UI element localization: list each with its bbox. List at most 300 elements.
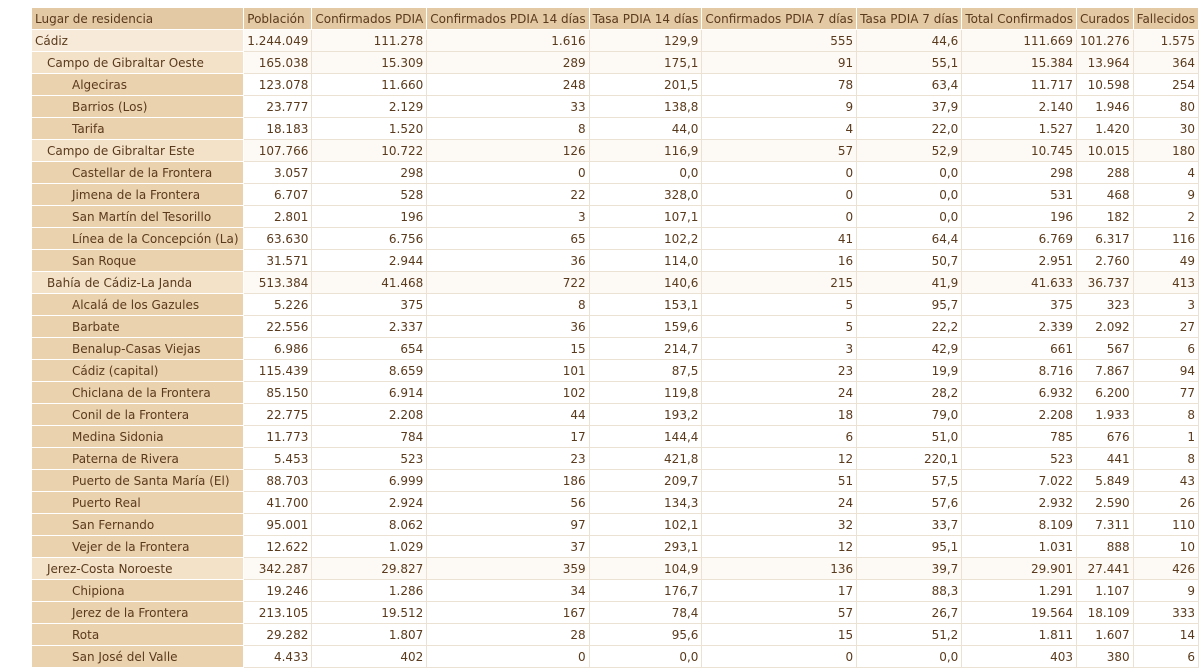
value-cell: 196 [962, 206, 1077, 228]
value-cell: 6.707 [244, 184, 312, 206]
value-cell: 55,1 [857, 52, 962, 74]
table-row [32, 206, 1199, 228]
value-cell: 17 [702, 580, 857, 602]
value-cell: 101 [427, 360, 589, 382]
value-cell: 2.932 [962, 492, 1077, 514]
table-row [32, 96, 1199, 118]
table-row [32, 360, 1199, 382]
value-cell: 95,1 [857, 536, 962, 558]
value-cell: 19.246 [244, 580, 312, 602]
value-cell: 1.031 [962, 536, 1077, 558]
value-cell: 22 [427, 184, 589, 206]
value-cell: 6.317 [1077, 228, 1134, 250]
value-cell: 201,5 [589, 74, 702, 96]
value-cell: 4 [702, 118, 857, 140]
value-cell: 41.633 [962, 272, 1077, 294]
table-row [32, 558, 1199, 580]
value-cell: 95,7 [857, 294, 962, 316]
value-cell: 555 [702, 30, 857, 52]
value-cell: 3 [1133, 294, 1198, 316]
value-cell: 8.062 [312, 514, 427, 536]
value-cell: 1.520 [312, 118, 427, 140]
place-name-cell: Alcalá de los Gazules [32, 294, 244, 316]
value-cell: 22.556 [244, 316, 312, 338]
value-cell: 1.291 [962, 580, 1077, 602]
value-cell: 36 [427, 316, 589, 338]
value-cell: 1.029 [312, 536, 427, 558]
value-cell: 114,0 [589, 250, 702, 272]
value-cell: 36 [427, 250, 589, 272]
value-cell: 3 [427, 206, 589, 228]
table-row [32, 228, 1199, 250]
value-cell: 213.105 [244, 602, 312, 624]
table-row [32, 338, 1199, 360]
value-cell: 50,7 [857, 250, 962, 272]
value-cell: 43 [1133, 470, 1198, 492]
value-cell: 528 [312, 184, 427, 206]
value-cell: 523 [312, 448, 427, 470]
value-cell: 51,2 [857, 624, 962, 646]
place-name-cell: San José del Valle [32, 646, 244, 668]
header-fallecidos: Fallecidos [1133, 8, 1198, 30]
value-cell: 3.057 [244, 162, 312, 184]
value-cell: 42,9 [857, 338, 962, 360]
value-cell: 88,3 [857, 580, 962, 602]
value-cell: 119,8 [589, 382, 702, 404]
value-cell: 8.109 [962, 514, 1077, 536]
header-poblacion: Población [244, 8, 312, 30]
value-cell: 364 [1133, 52, 1198, 74]
value-cell: 2 [1133, 206, 1198, 228]
covid-data-table [31, 7, 1199, 668]
value-cell: 19.564 [962, 602, 1077, 624]
value-cell: 5.453 [244, 448, 312, 470]
value-cell: 468 [1077, 184, 1134, 206]
value-cell: 6.999 [312, 470, 427, 492]
value-cell: 41,9 [857, 272, 962, 294]
value-cell: 28 [427, 624, 589, 646]
value-cell: 0,0 [857, 184, 962, 206]
value-cell: 654 [312, 338, 427, 360]
value-cell: 1.933 [1077, 404, 1134, 426]
value-cell: 102 [427, 382, 589, 404]
value-cell: 9 [1133, 184, 1198, 206]
value-cell: 7.022 [962, 470, 1077, 492]
value-cell: 10 [1133, 536, 1198, 558]
value-cell: 107,1 [589, 206, 702, 228]
place-name-cell: Puerto de Santa María (El) [32, 470, 244, 492]
value-cell: 413 [1133, 272, 1198, 294]
value-cell: 22,0 [857, 118, 962, 140]
value-cell: 57 [702, 602, 857, 624]
value-cell: 12 [702, 448, 857, 470]
value-cell: 567 [1077, 338, 1134, 360]
value-cell: 784 [312, 426, 427, 448]
value-cell: 138,8 [589, 96, 702, 118]
value-cell: 1.420 [1077, 118, 1134, 140]
value-cell: 6.914 [312, 382, 427, 404]
value-cell: 22.775 [244, 404, 312, 426]
value-cell: 51 [702, 470, 857, 492]
value-cell: 88.703 [244, 470, 312, 492]
value-cell: 342.287 [244, 558, 312, 580]
value-cell: 1.811 [962, 624, 1077, 646]
table-row [32, 250, 1199, 272]
value-cell: 95.001 [244, 514, 312, 536]
value-cell: 19.512 [312, 602, 427, 624]
value-cell: 37,9 [857, 96, 962, 118]
value-cell: 2.208 [962, 404, 1077, 426]
value-cell: 64,4 [857, 228, 962, 250]
value-cell: 676 [1077, 426, 1134, 448]
value-cell: 2.924 [312, 492, 427, 514]
value-cell: 888 [1077, 536, 1134, 558]
value-cell: 722 [427, 272, 589, 294]
value-cell: 8.716 [962, 360, 1077, 382]
value-cell: 333 [1133, 602, 1198, 624]
value-cell: 3 [702, 338, 857, 360]
value-cell: 254 [1133, 74, 1198, 96]
place-name-cell: Jerez-Costa Noroeste [32, 558, 244, 580]
table-row [32, 426, 1199, 448]
value-cell: 51,0 [857, 426, 962, 448]
value-cell: 28,2 [857, 382, 962, 404]
value-cell: 1.286 [312, 580, 427, 602]
table-body [32, 30, 1199, 668]
value-cell: 186 [427, 470, 589, 492]
value-cell: 12 [702, 536, 857, 558]
value-cell: 49 [1133, 250, 1198, 272]
value-cell: 41.468 [312, 272, 427, 294]
value-cell: 2.951 [962, 250, 1077, 272]
value-cell: 44 [427, 404, 589, 426]
value-cell: 18.183 [244, 118, 312, 140]
value-cell: 116,9 [589, 140, 702, 162]
value-cell: 15 [427, 338, 589, 360]
value-cell: 15.309 [312, 52, 427, 74]
value-cell: 78,4 [589, 602, 702, 624]
value-cell: 26 [1133, 492, 1198, 514]
value-cell: 107.766 [244, 140, 312, 162]
value-cell: 27.441 [1077, 558, 1134, 580]
value-cell: 8 [427, 294, 589, 316]
place-name-cell: Paterna de Rivera [32, 448, 244, 470]
value-cell: 328,0 [589, 184, 702, 206]
place-name-cell: Puerto Real [32, 492, 244, 514]
value-cell: 56 [427, 492, 589, 514]
value-cell: 23 [427, 448, 589, 470]
value-cell: 57,5 [857, 470, 962, 492]
place-name-cell: Medina Sidonia [32, 426, 244, 448]
value-cell: 34 [427, 580, 589, 602]
value-cell: 23 [702, 360, 857, 382]
value-cell: 95,6 [589, 624, 702, 646]
value-cell: 298 [312, 162, 427, 184]
value-cell: 27 [1133, 316, 1198, 338]
header-total-confirmados: Total Confirmados [962, 8, 1077, 30]
place-name-cell: Cádiz [32, 30, 244, 52]
place-name-cell: San Roque [32, 250, 244, 272]
value-cell: 176,7 [589, 580, 702, 602]
header-confirmados-pdia: Confirmados PDIA [312, 8, 427, 30]
place-name-cell: Conil de la Frontera [32, 404, 244, 426]
value-cell: 2.140 [962, 96, 1077, 118]
value-cell: 2.590 [1077, 492, 1134, 514]
value-cell: 1.244.049 [244, 30, 312, 52]
value-cell: 214,7 [589, 338, 702, 360]
value-cell: 289 [427, 52, 589, 74]
value-cell: 29.827 [312, 558, 427, 580]
table-row [32, 118, 1199, 140]
value-cell: 30 [1133, 118, 1198, 140]
table-row [32, 624, 1199, 646]
header-curados: Curados [1077, 8, 1134, 30]
value-cell: 1.527 [962, 118, 1077, 140]
table-row [32, 184, 1199, 206]
value-cell: 531 [962, 184, 1077, 206]
value-cell: 1 [1133, 426, 1198, 448]
table-row [32, 162, 1199, 184]
value-cell: 2.208 [312, 404, 427, 426]
value-cell: 77 [1133, 382, 1198, 404]
header-confirmados-pdia-7: Confirmados PDIA 7 días [702, 8, 857, 30]
value-cell: 513.384 [244, 272, 312, 294]
value-cell: 134,3 [589, 492, 702, 514]
value-cell: 2.760 [1077, 250, 1134, 272]
value-cell: 18 [702, 404, 857, 426]
value-cell: 11.773 [244, 426, 312, 448]
value-cell: 2.337 [312, 316, 427, 338]
value-cell: 52,9 [857, 140, 962, 162]
table-row [32, 646, 1199, 668]
header-tasa-pdia-14: Tasa PDIA 14 días [589, 8, 702, 30]
value-cell: 0 [427, 646, 589, 668]
value-cell: 104,9 [589, 558, 702, 580]
data-table-container [31, 7, 1199, 668]
value-cell: 9 [1133, 580, 1198, 602]
value-cell: 375 [962, 294, 1077, 316]
table-row [32, 448, 1199, 470]
value-cell: 22,2 [857, 316, 962, 338]
value-cell: 85.150 [244, 382, 312, 404]
place-name-cell: Castellar de la Frontera [32, 162, 244, 184]
value-cell: 4.433 [244, 646, 312, 668]
value-cell: 8 [427, 118, 589, 140]
value-cell: 6.200 [1077, 382, 1134, 404]
value-cell: 167 [427, 602, 589, 624]
value-cell: 11.717 [962, 74, 1077, 96]
value-cell: 1.946 [1077, 96, 1134, 118]
value-cell: 140,6 [589, 272, 702, 294]
table-row [32, 382, 1199, 404]
place-name-cell: Jerez de la Frontera [32, 602, 244, 624]
value-cell: 2.801 [244, 206, 312, 228]
place-name-cell: Rota [32, 624, 244, 646]
value-cell: 0,0 [589, 162, 702, 184]
table-row [32, 316, 1199, 338]
value-cell: 41 [702, 228, 857, 250]
value-cell: 23.777 [244, 96, 312, 118]
place-name-cell: San Martín del Tesorillo [32, 206, 244, 228]
value-cell: 6 [702, 426, 857, 448]
value-cell: 63.630 [244, 228, 312, 250]
value-cell: 403 [962, 646, 1077, 668]
place-name-cell: Cádiz (capital) [32, 360, 244, 382]
value-cell: 1.807 [312, 624, 427, 646]
table-row [32, 404, 1199, 426]
value-cell: 182 [1077, 206, 1134, 228]
value-cell: 380 [1077, 646, 1134, 668]
value-cell: 5.226 [244, 294, 312, 316]
value-cell: 123.078 [244, 74, 312, 96]
value-cell: 1.107 [1077, 580, 1134, 602]
value-cell: 785 [962, 426, 1077, 448]
value-cell: 441 [1077, 448, 1134, 470]
value-cell: 293,1 [589, 536, 702, 558]
value-cell: 87,5 [589, 360, 702, 382]
value-cell: 26,7 [857, 602, 962, 624]
value-cell: 79,0 [857, 404, 962, 426]
place-name-cell: Barbate [32, 316, 244, 338]
value-cell: 6 [1133, 646, 1198, 668]
table-row [32, 602, 1199, 624]
table-row [32, 294, 1199, 316]
value-cell: 288 [1077, 162, 1134, 184]
place-name-cell: Tarifa [32, 118, 244, 140]
value-cell: 39,7 [857, 558, 962, 580]
header-row [32, 8, 1199, 30]
value-cell: 159,6 [589, 316, 702, 338]
value-cell: 248 [427, 74, 589, 96]
value-cell: 13.964 [1077, 52, 1134, 74]
value-cell: 6 [1133, 338, 1198, 360]
value-cell: 44,6 [857, 30, 962, 52]
header-confirmados-pdia-14: Confirmados PDIA 14 días [427, 8, 589, 30]
value-cell: 426 [1133, 558, 1198, 580]
value-cell: 29.901 [962, 558, 1077, 580]
value-cell: 129,9 [589, 30, 702, 52]
value-cell: 4 [1133, 162, 1198, 184]
table-row [32, 74, 1199, 96]
value-cell: 10.745 [962, 140, 1077, 162]
value-cell: 57,6 [857, 492, 962, 514]
table-row [32, 30, 1199, 52]
value-cell: 57 [702, 140, 857, 162]
value-cell: 8.659 [312, 360, 427, 382]
value-cell: 80 [1133, 96, 1198, 118]
value-cell: 78 [702, 74, 857, 96]
value-cell: 44,0 [589, 118, 702, 140]
header-lugar: Lugar de residencia [32, 8, 244, 30]
value-cell: 8 [1133, 448, 1198, 470]
value-cell: 33 [427, 96, 589, 118]
value-cell: 196 [312, 206, 427, 228]
place-name-cell: Campo de Gibraltar Oeste [32, 52, 244, 74]
value-cell: 17 [427, 426, 589, 448]
value-cell: 0 [702, 646, 857, 668]
value-cell: 19,9 [857, 360, 962, 382]
table-row [32, 580, 1199, 602]
value-cell: 2.129 [312, 96, 427, 118]
value-cell: 298 [962, 162, 1077, 184]
value-cell: 15 [702, 624, 857, 646]
table-row [32, 492, 1199, 514]
value-cell: 111.278 [312, 30, 427, 52]
value-cell: 65 [427, 228, 589, 250]
value-cell: 193,2 [589, 404, 702, 426]
place-name-cell: Vejer de la Frontera [32, 536, 244, 558]
value-cell: 115.439 [244, 360, 312, 382]
table-row [32, 140, 1199, 162]
place-name-cell: Chiclana de la Frontera [32, 382, 244, 404]
value-cell: 2.339 [962, 316, 1077, 338]
value-cell: 63,4 [857, 74, 962, 96]
place-name-cell: Benalup-Casas Viejas [32, 338, 244, 360]
value-cell: 209,7 [589, 470, 702, 492]
value-cell: 116 [1133, 228, 1198, 250]
value-cell: 5.849 [1077, 470, 1134, 492]
value-cell: 0 [702, 206, 857, 228]
value-cell: 165.038 [244, 52, 312, 74]
place-name-cell: Campo de Gibraltar Este [32, 140, 244, 162]
value-cell: 37 [427, 536, 589, 558]
value-cell: 29.282 [244, 624, 312, 646]
value-cell: 97 [427, 514, 589, 536]
value-cell: 18.109 [1077, 602, 1134, 624]
value-cell: 12.622 [244, 536, 312, 558]
value-cell: 14 [1133, 624, 1198, 646]
value-cell: 523 [962, 448, 1077, 470]
value-cell: 0,0 [857, 646, 962, 668]
value-cell: 24 [702, 492, 857, 514]
value-cell: 0,0 [857, 162, 962, 184]
value-cell: 323 [1077, 294, 1134, 316]
value-cell: 1.575 [1133, 30, 1198, 52]
value-cell: 5 [702, 294, 857, 316]
value-cell: 36.737 [1077, 272, 1134, 294]
value-cell: 153,1 [589, 294, 702, 316]
value-cell: 175,1 [589, 52, 702, 74]
value-cell: 144,4 [589, 426, 702, 448]
value-cell: 2.092 [1077, 316, 1134, 338]
value-cell: 8 [1133, 404, 1198, 426]
value-cell: 10.722 [312, 140, 427, 162]
value-cell: 421,8 [589, 448, 702, 470]
value-cell: 6.986 [244, 338, 312, 360]
value-cell: 0 [702, 162, 857, 184]
value-cell: 7.311 [1077, 514, 1134, 536]
table-row [32, 514, 1199, 536]
value-cell: 41.700 [244, 492, 312, 514]
value-cell: 94 [1133, 360, 1198, 382]
value-cell: 0,0 [857, 206, 962, 228]
value-cell: 111.669 [962, 30, 1077, 52]
value-cell: 24 [702, 382, 857, 404]
value-cell: 32 [702, 514, 857, 536]
value-cell: 31.571 [244, 250, 312, 272]
table-row [32, 536, 1199, 558]
value-cell: 7.867 [1077, 360, 1134, 382]
value-cell: 0 [427, 162, 589, 184]
place-name-cell: Chipiona [32, 580, 244, 602]
header-tasa-pdia-7: Tasa PDIA 7 días [857, 8, 962, 30]
value-cell: 180 [1133, 140, 1198, 162]
value-cell: 102,1 [589, 514, 702, 536]
value-cell: 9 [702, 96, 857, 118]
value-cell: 0 [702, 184, 857, 206]
value-cell: 102,2 [589, 228, 702, 250]
value-cell: 220,1 [857, 448, 962, 470]
